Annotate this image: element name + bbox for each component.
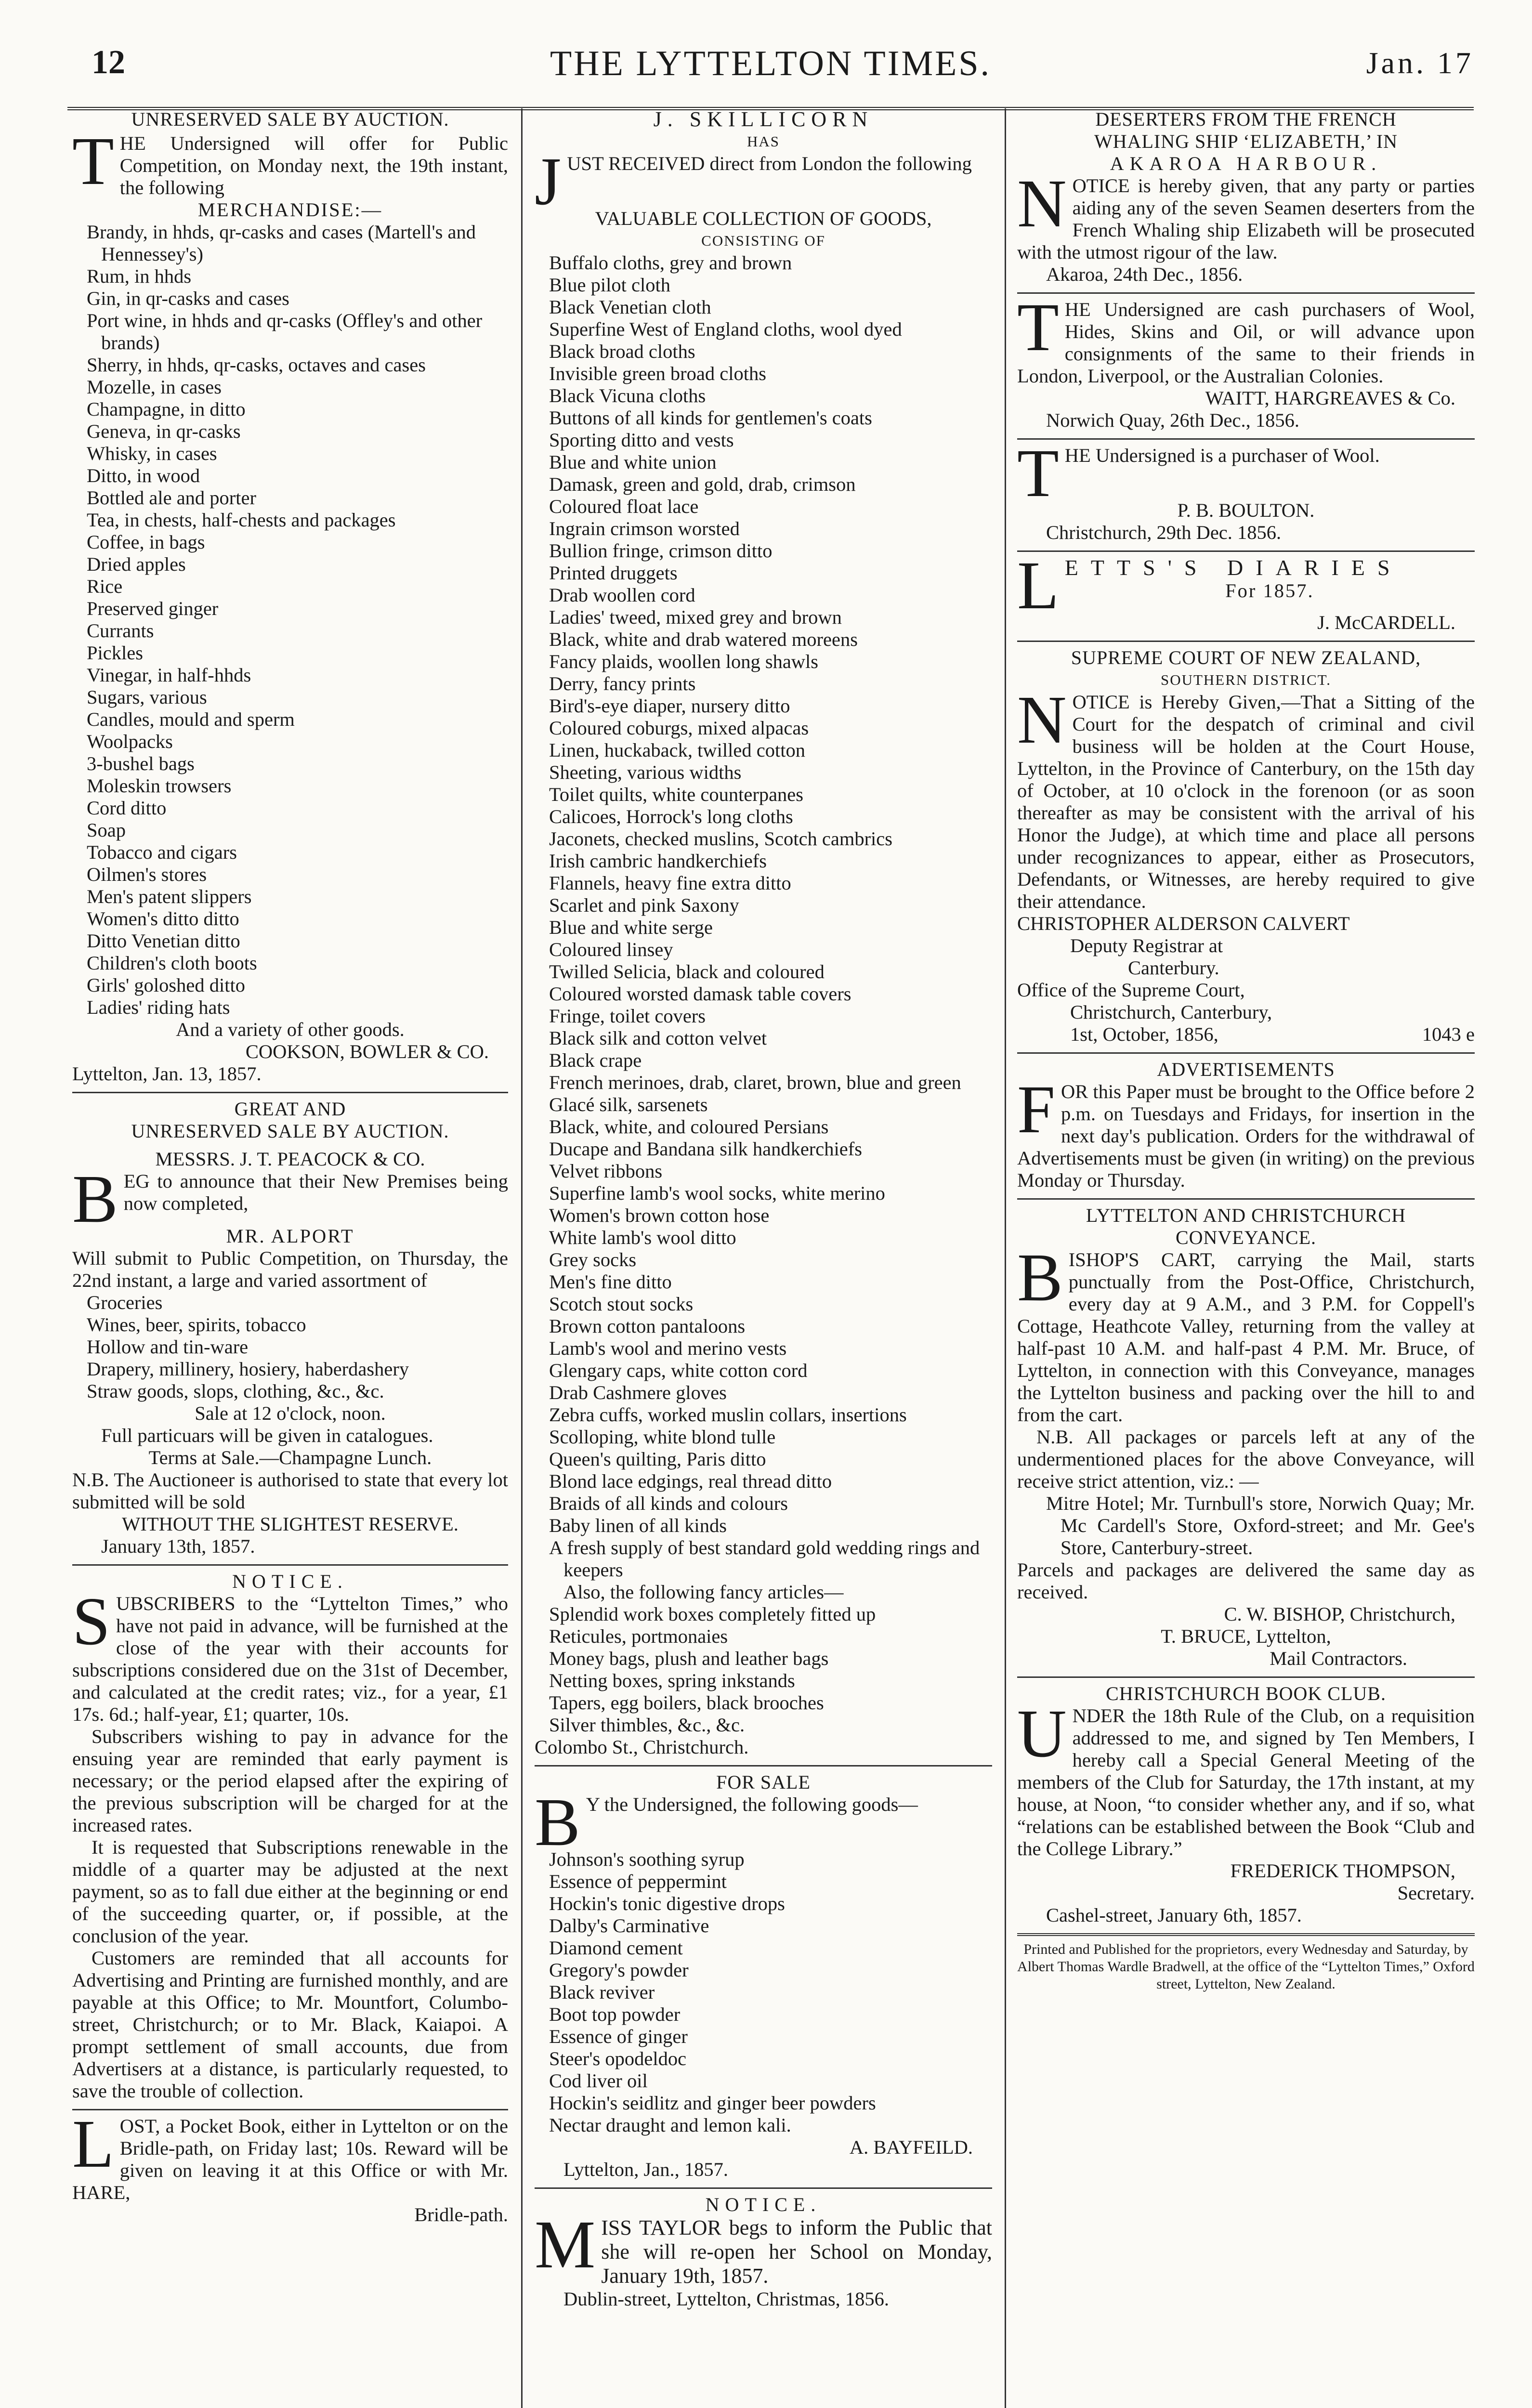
list-item: Sheeting, various widths <box>549 761 742 783</box>
ad-text: NDER the 18th Rule of the Club, on a requisition addressed to me, and signed by Ten Members, I hereby call a Special General Meeting of the members of the Club for Saturday, the 17th instant, at my house, at Noon, “to consider whether any, and if so, what “relations can be established between the Book “Club and the College Library.” <box>1017 1705 1475 1859</box>
list-item: Gregory's powder <box>549 1959 689 1981</box>
list-item: Coloured float lace <box>549 496 699 517</box>
list-item: Men's fine ditto <box>549 1271 672 1293</box>
ad-dateline: Christchurch, 29th Dec. 1856. <box>1046 522 1282 543</box>
list-item: Port wine, in hhds and qr-casks (Offley's and other brands) <box>87 310 483 353</box>
drop-cap: B <box>1017 1239 1063 1315</box>
miss-taylor-notice <box>535 2194 992 2310</box>
registrar-place: Canterbury. <box>1128 957 1219 979</box>
particulars: Full particuars will be given in catalogues. <box>101 1425 433 1446</box>
ad-text: OTICE is hereby given, that any party or parties aiding any of the seven Seamen deserters from the French Whaling ship Elizabeth will be prosecuted with the utmost rigour of the law. <box>1017 175 1475 263</box>
list-item: Velvet ribbons <box>549 1160 663 1182</box>
list-item: Wines, beer, spirits, tobacco <box>87 1314 306 1335</box>
list-item: Mozelle, in cases <box>87 376 222 398</box>
list-item: Splendid work boxes completely fitted up <box>549 1603 876 1625</box>
variety-line: And a variety of other goods. <box>176 1019 405 1040</box>
ad-divider <box>72 1092 508 1093</box>
list-item: Black silk and cotton velvet <box>549 1027 767 1049</box>
book-club-notice <box>1017 1683 1475 1926</box>
list-item: Ladies' tweed, mixed grey and brown <box>549 606 842 628</box>
supreme-court-notice <box>1017 647 1475 1046</box>
list-item: Hollow and tin-ware <box>87 1336 249 1358</box>
newspaper-title: THE LYTTELTON TIMES. <box>550 44 991 83</box>
list-item: Gin, in qr-casks and cases <box>87 288 289 309</box>
list-item: Printed druggets <box>549 562 678 584</box>
list-item: Black crape <box>549 1049 642 1071</box>
ad-dateline: Lyttelton, Jan., 1857. <box>563 2159 728 2180</box>
list-item: Silver thimbles, &c., &c. <box>549 1714 745 1736</box>
list-item: Children's cloth boots <box>87 952 257 974</box>
list-item: Linen, huckaback, twilled cotton <box>549 739 805 761</box>
list-item: Drapery, millinery, hosiery, haberdashery <box>87 1358 409 1380</box>
notice-paragraph: Subscribers wishing to pay in advance for the ensuing year are reminded that early payment is necessary; or the period elapsed after the expiring of the previous subscription will be charged for at the increased rates. <box>72 1726 508 1836</box>
list-item: Ingrain crimson worsted <box>549 518 740 539</box>
parcels-line: Parcels and packages are delivered the same day as received. <box>1017 1559 1475 1603</box>
drop-cap: S <box>72 1583 110 1659</box>
list-item: Scarlet and pink Saxony <box>549 894 739 916</box>
ad-divider <box>1017 1933 1475 1936</box>
court-date: 1st, October, 1856, <box>1070 1023 1218 1045</box>
ad-signature: WAITT, HARGREAVES & Co. <box>1205 387 1455 409</box>
list-item: Straw goods, slops, clothing, &c., &c. <box>87 1380 384 1402</box>
ad-dateline: Norwich Quay, 26th Dec., 1856. <box>1046 409 1300 431</box>
ad-divider <box>1017 550 1475 552</box>
column-divider <box>1005 108 1006 2408</box>
list-item: Coloured coburgs, mixed alpacas <box>549 717 809 739</box>
sale-time: Sale at 12 o'clock, noon. <box>195 1402 386 1424</box>
auctioneer-name: MR. ALPORT <box>226 1225 354 1247</box>
signatory-role: Secretary. <box>1397 1882 1475 1904</box>
list-item: Blue pilot cloth <box>549 274 670 296</box>
ad-text: Will submit to Public Competition, on Thursday, the 22nd instant, a large and varied assortment of <box>72 1247 508 1291</box>
list-item: Black Venetian cloth <box>549 296 711 318</box>
list-item: Bullion fringe, crimson ditto <box>549 540 773 562</box>
list-item: Drab woollen cord <box>549 584 695 606</box>
list-item: Invisible green broad cloths <box>549 363 766 384</box>
ad-divider <box>1017 641 1475 642</box>
boulton-advert <box>1017 435 1475 544</box>
list-item: Ladies' riding hats <box>87 996 230 1018</box>
list-item: Flannels, heavy fine extra ditto <box>549 872 791 894</box>
ad-divider <box>535 1765 992 1767</box>
list-item: Dried apples <box>87 553 186 575</box>
ad-heading: FOR SALE <box>716 1771 811 1793</box>
ad-heading: NOTICE. <box>232 1570 348 1592</box>
list-item: Money bags, plush and leather bags <box>549 1648 829 1669</box>
list-item: Grey socks <box>549 1249 637 1270</box>
notice-paragraph: Customers are reminded that all accounts for Advertising and Printing are furnished monthly, and are payable at this Office; to Mr. Mountfort, Columbo-street, Christchurch; or to Mr. Black, Kaiapoi. A prompt settlement of small accounts, due from Advertisers at a distance, is particularly requested, to save the trouble of collection. <box>72 1947 508 2102</box>
list-item: Calicoes, Horrock's long cloths <box>549 806 793 827</box>
column-divider <box>521 108 523 2408</box>
ad-heading: UNRESERVED SALE BY AUCTION. <box>131 108 449 130</box>
drop-cap: L <box>1017 547 1059 623</box>
column-1 <box>72 108 508 2226</box>
ad-divider <box>1017 1052 1475 1054</box>
list-item: Steer's opodeldoc <box>549 2048 687 2069</box>
list-item: Reticules, portmonaies <box>549 1625 728 1647</box>
ad-signature: J. McCARDELL. <box>1317 612 1455 633</box>
drop-cap: T <box>1017 435 1059 511</box>
auction-advert-peacock <box>72 1098 508 1557</box>
list-item: Champagne, in ditto <box>87 398 246 420</box>
list-item: Scotch stout socks <box>549 1293 694 1315</box>
list-item: Bird's-eye diaper, nursery ditto <box>549 695 790 717</box>
list-item: Coloured worsted damask table covers <box>549 983 851 1005</box>
ad-intro: UST RECEIVED direct from London the following <box>567 153 972 174</box>
fancy-intro: Also, the following fancy articles— <box>563 1581 844 1603</box>
list-item: Lamb's wool and merino vests <box>549 1337 787 1359</box>
ad-divider <box>72 2109 508 2110</box>
ad-intro: EG to announce that their New Premises being now completed, <box>123 1170 508 1214</box>
list-item: Cod liver oil <box>549 2070 648 2092</box>
letts-diaries-advert <box>1017 547 1475 634</box>
masthead <box>67 39 1474 101</box>
auction-advert-cookson <box>72 108 508 1085</box>
list-item: Tobacco and cigars <box>87 841 237 863</box>
drop-cap: J <box>535 143 562 219</box>
list-item: Queen's quilting, Paris ditto <box>549 1448 766 1470</box>
list-item: Netting boxes, spring inkstands <box>549 1670 795 1691</box>
list-item: Currants <box>87 620 154 641</box>
list-item: Ditto, in wood <box>87 465 200 486</box>
list-item: Buffalo cloths, grey and brown <box>549 252 792 274</box>
list-item: Glengary caps, white cotton cord <box>549 1360 808 1381</box>
drop-cap: B <box>535 1784 580 1860</box>
drop-cap: N <box>1017 165 1067 241</box>
list-item: Blue and white union <box>549 451 717 473</box>
list-item: Braids of all kinds and colours <box>549 1492 788 1514</box>
ad-signature: COOKSON, BOWLER & CO. <box>245 1041 489 1062</box>
list-item: Rum, in hhds <box>87 265 192 287</box>
nb-line: N.B. All packages or parcels left at any of the undermentioned places for the above Conveyance, will receive strict attention, viz.: — <box>1017 1426 1475 1492</box>
ad-signature: C. W. BISHOP, Christchurch, <box>1224 1603 1455 1625</box>
ad-divider <box>1017 438 1475 440</box>
advertisements-notice <box>1017 1059 1475 1191</box>
list-item: Black, white and drab watered moreens <box>549 628 858 650</box>
court-office: Office of the Supreme Court, <box>1017 979 1245 1001</box>
ad-divider <box>1017 1198 1475 1200</box>
list-item: Derry, fancy prints <box>549 673 696 694</box>
ad-signoff: Bridle-path. <box>414 2204 508 2225</box>
list-item: Pickles <box>87 642 143 664</box>
issue-date: Jan. 17 <box>1366 46 1474 80</box>
court-town: Christchurch, Canterbury, <box>1070 1001 1272 1023</box>
list-item: Diamond cement <box>549 1937 683 1959</box>
ad-heading: DESERTERS FROM THE FRENCH <box>1095 108 1397 130</box>
ad-heading: CHRISTCHURCH BOOK CLUB. <box>1106 1683 1386 1704</box>
ad-text: ISS TAYLOR begs to inform the Public that she will re-open her School on Monday, January 19th, 1857. <box>601 2216 992 2288</box>
list-item: Superfine lamb's wool socks, white merino <box>549 1182 885 1204</box>
drop-cap: B <box>72 1161 118 1237</box>
list-item: Sherry, in hhds, qr-casks, octaves and cases <box>87 354 426 376</box>
notice-paragraph: UBSCRIBERS to the “Lyttelton Times,” who have not paid in advance, will be furnished at the close of the year with their accounts for subscriptions considered due on the 31st of December, and calculated at the credit rates; viz., for a year, £1 17s. 6d.; half-year, £1; quarter, 10s. <box>72 1593 508 1725</box>
drop-cap: N <box>1017 681 1067 758</box>
ad-heading: ETTS'S DIARIES <box>1064 555 1402 580</box>
list-item: Superfine West of England cloths, wool dyed <box>549 318 902 340</box>
wool-purchasers-advert <box>1017 289 1475 432</box>
list-item: Bottled ale and porter <box>87 487 257 509</box>
has-label: HAS <box>746 133 780 150</box>
goods-list <box>72 1292 508 1402</box>
ad-heading: UNRESERVED SALE BY AUCTION. <box>131 1120 449 1142</box>
page-number: 12 <box>92 44 125 81</box>
list-item: Vinegar, in half-hhds <box>87 664 251 686</box>
list-item: Sporting ditto and vests <box>549 429 734 451</box>
nb-line: N.B. The Auctioneer is authorised to state that every lot submitted will be sold <box>72 1469 508 1513</box>
district-label: SOUTHERN DISTRICT. <box>1160 671 1332 688</box>
list-item: Buttons of all kinds for gentlemen's coats <box>549 407 872 429</box>
list-item: Women's ditto ditto <box>87 908 239 929</box>
list-item: Candles, mould and sperm <box>87 708 295 730</box>
ad-intro: Y the Undersigned, the following goods— <box>586 1793 918 1815</box>
drop-cap: L <box>72 2106 114 2182</box>
list-item: Coloured linsey <box>549 939 673 960</box>
list-item: Rice <box>87 576 123 597</box>
fancy-list <box>535 1603 992 1736</box>
list-item: Ditto Venetian ditto <box>87 930 240 952</box>
list-item: Preserved ginger <box>87 598 219 619</box>
list-item: A fresh supply of best standard gold wedding rings and keepers <box>549 1537 980 1581</box>
list-item: Damask, green and gold, drab, crimson <box>549 473 856 495</box>
list-item: Toilet quilts, white counterpanes <box>549 784 804 805</box>
list-item: Jaconets, checked muslins, Scotch cambrics <box>549 828 893 850</box>
ad-reference: 1043 e <box>1422 1023 1475 1045</box>
ad-heading: SUPREME COURT OF NEW ZEALAND, <box>1071 647 1421 668</box>
list-item: Women's brown cotton hose <box>549 1204 770 1226</box>
ad-text: OR this Paper must be brought to the Office before 2 p.m. on Tuesdays and Fridays, for insertion in the next day's publication. Orders for the withdrawal of Advertisements must be given (in writing) on the previous Monday or Thursday. <box>1017 1081 1475 1191</box>
ad-text: OST, a Pocket Book, either in Lyttelton or on the Bridle-path, on Friday last; 10s. Reward will be given on leaving it at this Office or with Mr. HARE, <box>72 2115 508 2203</box>
ad-signature: P. B. BOULTON. <box>1177 499 1315 521</box>
ad-heading: AKAROA HARBOUR. <box>1110 153 1382 174</box>
merchandise-list <box>72 221 508 1019</box>
list-item: Johnson's soothing syrup <box>549 1848 745 1870</box>
list-item: Zebra cuffs, worked muslin collars, insertions <box>549 1404 907 1426</box>
drop-cap: T <box>72 123 114 199</box>
ad-text: ISHOP'S CART, carrying the Mail, starts punctually from the Post-Office, Christchurch, every day at 9 A.M., and 3 P.M. for Coppell's Cottage, Heathcote Valley, returning from the valley at half-past 10 A.M. and half-past 4 P.M. Mr. Bruce, of Lyttelton, in connection with this Conveyance, manages the Lyttelton business and packing over the hill to and from the cart. <box>1017 1249 1475 1426</box>
ad-heading: J. SKILLICORN <box>653 107 874 131</box>
list-item: White lamb's wool ditto <box>549 1227 736 1248</box>
list-item: Girls' goloshed ditto <box>87 974 246 996</box>
ad-heading: CONVEYANCE. <box>1175 1227 1317 1248</box>
list-item: Blond lace edgings, real thread ditto <box>549 1470 832 1492</box>
ad-address: Colombo St., Christchurch. <box>535 1736 749 1758</box>
list-item: Baby linen of all kinds <box>549 1515 727 1536</box>
collection-heading: VALUABLE COLLECTION OF GOODS, <box>595 208 932 229</box>
ad-heading: NOTICE. <box>705 2194 822 2215</box>
ad-text: HE Undersigned are cash purchasers of Wool, Hides, Skins and Oil, or will advance upon consignments of the same to their friends in London, Liverpool, or the Australian Colonies. <box>1017 299 1475 387</box>
reserve-line: WITHOUT THE SLIGHTEST RESERVE. <box>122 1513 458 1535</box>
list-item: Groceries <box>87 1292 163 1313</box>
list-item: Nectar draught and lemon kali. <box>549 2114 791 2136</box>
ad-heading: GREAT AND <box>234 1098 346 1120</box>
merchandise-heading: MERCHANDISE:— <box>197 199 383 221</box>
list-item: Brandy, in hhds, qr-casks and cases (Martell's and Hennessey's) <box>87 221 476 265</box>
list-item: Black Vicuna cloths <box>549 385 706 406</box>
list-item: Essence of ginger <box>549 2026 688 2047</box>
list-item: Tapers, egg boilers, black brooches <box>549 1692 824 1714</box>
list-item: Black broad cloths <box>549 340 695 362</box>
ad-signature: T. BRUCE, Lyttelton, <box>1161 1625 1331 1647</box>
ad-dateline: Akaroa, 24th Dec., 1856. <box>1046 263 1243 285</box>
ad-text: OTICE is Hereby Given,—That a Sitting of the Court for the despatch of criminal and civil business will be holden at the Court House, Lyttelton, in the Province of Canterbury, on the 15th day of October, at 10 o'clock in the forenoon (or as soon thereafter as may be consistent with the arrival of his Honor the Judge), at which time and place all persons under recognizances to appear, either as Prosecutors, Defendants, or Witnesses, are hereby required to give their attendance. <box>1017 691 1475 912</box>
ad-heading: WHALING SHIP ‘ELIZABETH,’ IN <box>1094 131 1398 152</box>
firm-name: MESSRS. J. T. PEACOCK & CO. <box>155 1148 425 1170</box>
drop-cap: U <box>1017 1695 1067 1771</box>
list-item: Cord ditto <box>87 797 167 819</box>
list-item: Woolpacks <box>87 731 173 752</box>
registrar-title: Deputy Registrar at <box>1070 935 1223 956</box>
list-item: Twilled Selicia, black and coloured <box>549 961 825 982</box>
goods-list <box>535 252 992 1581</box>
ad-signature: FREDERICK THOMPSON, <box>1230 1860 1455 1882</box>
drop-cap: M <box>535 2206 596 2282</box>
list-item: Essence of peppermint <box>549 1871 727 1892</box>
deserters-notice <box>1017 108 1475 286</box>
list-item: Drab Cashmere gloves <box>549 1382 727 1403</box>
drop-cap: F <box>1017 1071 1055 1147</box>
column-3 <box>1017 108 1475 1993</box>
list-item: Coffee, in bags <box>87 531 205 553</box>
ad-dateline: January 13th, 1857. <box>101 1535 255 1557</box>
for-sale-advert <box>535 1771 992 2181</box>
drop-cap: T <box>1017 289 1059 365</box>
ad-intro: HE Undersigned will offer for Public Competition, on Monday next, the 19th instant, the following <box>119 132 508 198</box>
ad-dateline: Dublin-street, Lyttelton, Christmas, 1856. <box>563 2288 890 2310</box>
ad-subheading: For 1857. <box>1225 580 1314 602</box>
ad-signature: A. BAYFEILD. <box>849 2136 973 2158</box>
list-item: Oilmen's stores <box>87 864 207 885</box>
ad-dateline: Cashel-street, January 6th, 1857. <box>1046 1904 1302 1926</box>
ad-dateline: Lyttelton, Jan. 13, 1857. <box>72 1063 262 1085</box>
list-item: Glacé silk, sarsenets <box>549 1094 708 1115</box>
subscriber-notice <box>72 1570 508 2102</box>
ad-divider <box>535 2187 992 2189</box>
list-item: Irish cambric handkerchiefs <box>549 850 767 872</box>
skillicorn-advert <box>535 108 992 1758</box>
ad-text: HE Undersigned is a purchaser of Wool. <box>1064 445 1380 466</box>
list-item: Soap <box>87 819 126 841</box>
list-item: Moleskin trowsers <box>87 775 232 797</box>
ad-heading: ADVERTISEMENTS <box>1157 1059 1335 1080</box>
list-item: Fancy plaids, woollen long shawls <box>549 651 819 672</box>
list-item: Geneva, in qr-casks <box>87 420 241 442</box>
list-item: Scolloping, white blond tulle <box>549 1426 776 1448</box>
list-item: Hockin's tonic digestive drops <box>549 1893 785 1914</box>
list-item: Boot top powder <box>549 2003 681 2025</box>
list-item: Men's patent slippers <box>87 886 252 907</box>
conveyance-advert <box>1017 1204 1475 1670</box>
list-item: Whisky, in cases <box>87 443 217 464</box>
printer-imprint: Printed and Published for the proprietors, every Wednesday and Saturday, by Albert Thomas Wardle Bradwell, at the office of the “Lyttelton Times,” Oxford street, Lyttelton, New Zealand. <box>1017 1941 1475 1992</box>
terms: Terms at Sale.—Champagne Lunch. <box>148 1447 432 1468</box>
list-item: Black, white, and coloured Persians <box>549 1116 829 1138</box>
list-item: Sugars, various <box>87 686 207 708</box>
registrar-name: CHRISTOPHER ALDERSON CALVERT <box>1017 913 1350 934</box>
list-item: Black reviver <box>549 1981 655 2003</box>
list-item: Dalby's Carminative <box>549 1915 709 1937</box>
list-item: Fringe, toilet covers <box>549 1005 706 1027</box>
places-list: Mitre Hotel; Mr. Turnbull's store, Norwich Quay; Mr. Mc Cardell's Store, Oxford-street; and Mr. Gee's Store, Canterbury-street. <box>1046 1492 1475 1558</box>
notice-paragraph: It is requested that Subscriptions renewable in the middle of a quarter may be adjusted at the next payment, so as to fall due either at the beginning or end of the succeeding quarter, or, if possible, at the conclusion of the year. <box>72 1836 508 1947</box>
list-item: Ducape and Bandana silk handkerchiefs <box>549 1138 862 1160</box>
consisting-label: CONSISTING OF <box>701 232 825 249</box>
lost-pocket-book-notice <box>72 2106 508 2226</box>
list-item: 3-bushel bags <box>87 753 195 774</box>
ad-signature: Mail Contractors. <box>1270 1648 1407 1669</box>
list-item: Hockin's seidlitz and ginger beer powders <box>549 2092 876 2114</box>
goods-list <box>535 1848 992 2136</box>
list-item: Brown cotton pantaloons <box>549 1315 746 1337</box>
list-item: French merinoes, drab, claret, brown, blue and green <box>549 1072 961 1093</box>
column-2 <box>535 108 992 2310</box>
ad-heading: LYTTELTON AND CHRISTCHURCH <box>1086 1204 1406 1226</box>
list-item: Blue and white serge <box>549 916 713 938</box>
ad-divider <box>1017 1676 1475 1678</box>
list-item: Tea, in chests, half-chests and packages <box>87 509 396 531</box>
ad-divider <box>1017 292 1475 294</box>
ad-divider <box>72 1564 508 1566</box>
